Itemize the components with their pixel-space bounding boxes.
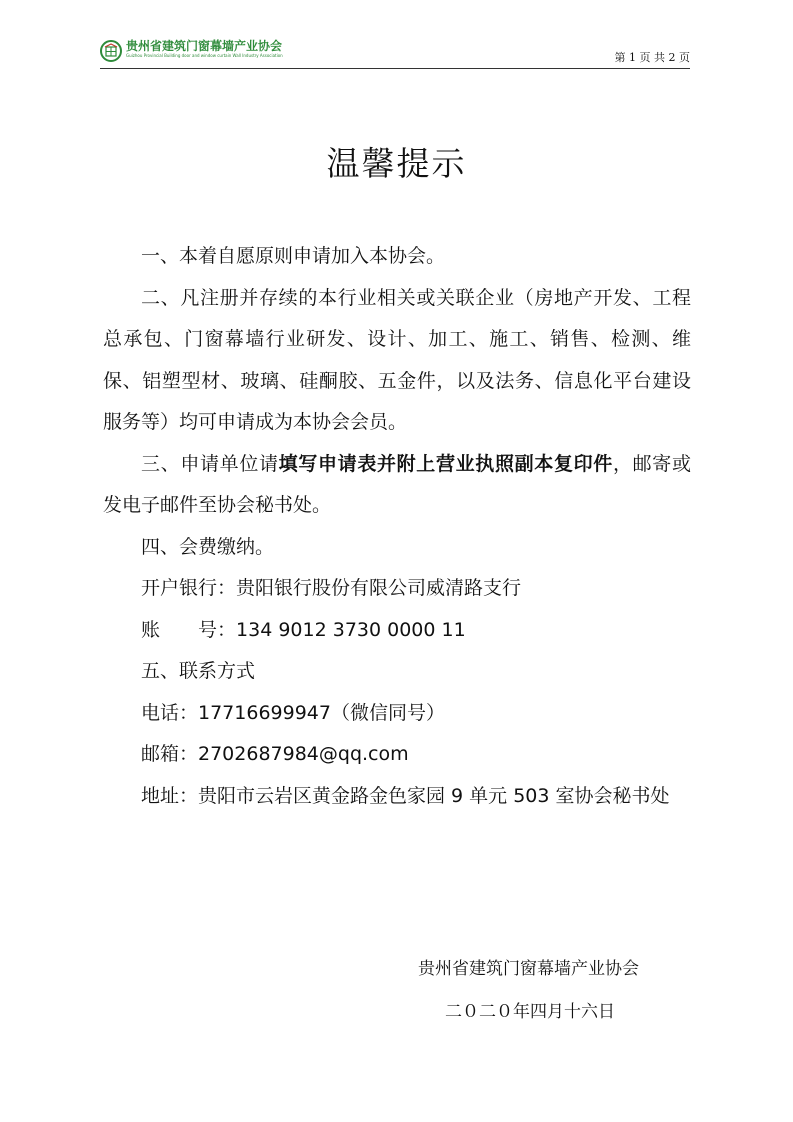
org-logo	[100, 40, 283, 62]
paragraph-4: 四、会费缴纳。	[141, 535, 275, 558]
paragraph-3-prefix: 三、申请单位请	[141, 452, 279, 475]
paragraph-3-suffix: ，邮寄或发电子邮件至协会秘书处。	[103, 452, 691, 516]
signature-date: 二０二０年四月十六日	[445, 1002, 615, 1022]
paragraph-3	[103, 444, 691, 527]
email-line: 邮箱：2702687984@qq.com	[141, 743, 409, 765]
signature-org: 贵州省建筑门窗幕墙产业协会	[418, 959, 639, 979]
page-indicator: 第 1 页 共 2 页	[614, 51, 690, 64]
phone-line: 电话：17716699947（微信同号）	[141, 701, 445, 724]
account-line	[103, 610, 691, 652]
address-line: 地址：贵阳市云岩区黄金路金色家园 9 单元 503 室协会秘书处	[141, 784, 670, 807]
logo-emblem-icon	[100, 40, 122, 62]
account-label-2: 号：	[198, 618, 237, 641]
document-title: 温馨提示	[326, 144, 467, 183]
document-body	[103, 236, 691, 817]
account-label-1: 账	[141, 618, 161, 641]
account-number: 134 9012 3730 0000 11	[236, 618, 466, 641]
bank-line: 开户银行：贵阳银行股份有限公司威清路支行	[141, 577, 522, 599]
paragraph-2: 二、凡注册并存续的本行业相关或关联企业（房地产开发、工程总承包、门窗幕墙行业研发、设计、加工、施工、销售、检测、维保、铝塑型材、玻璃、硅酮胶、五金件，以及法务、信息化平台建设服务等）均可申请成为本协会会员。	[103, 286, 691, 433]
paragraph-3-emphasis: 填写申请表并附上营业执照副本复印件	[278, 452, 613, 475]
org-name-english: Guizhou Provincial Building door and window curtain Wall Industry Association	[126, 53, 283, 58]
paragraph-5: 五、联系方式	[141, 660, 256, 682]
signature-block	[418, 948, 639, 1034]
paragraph-1: 一、本着自愿原则申请加入本协会。	[141, 245, 446, 267]
org-name: 贵州省建筑门窗幕墙产业协会	[126, 39, 283, 53]
page-header	[100, 38, 690, 69]
